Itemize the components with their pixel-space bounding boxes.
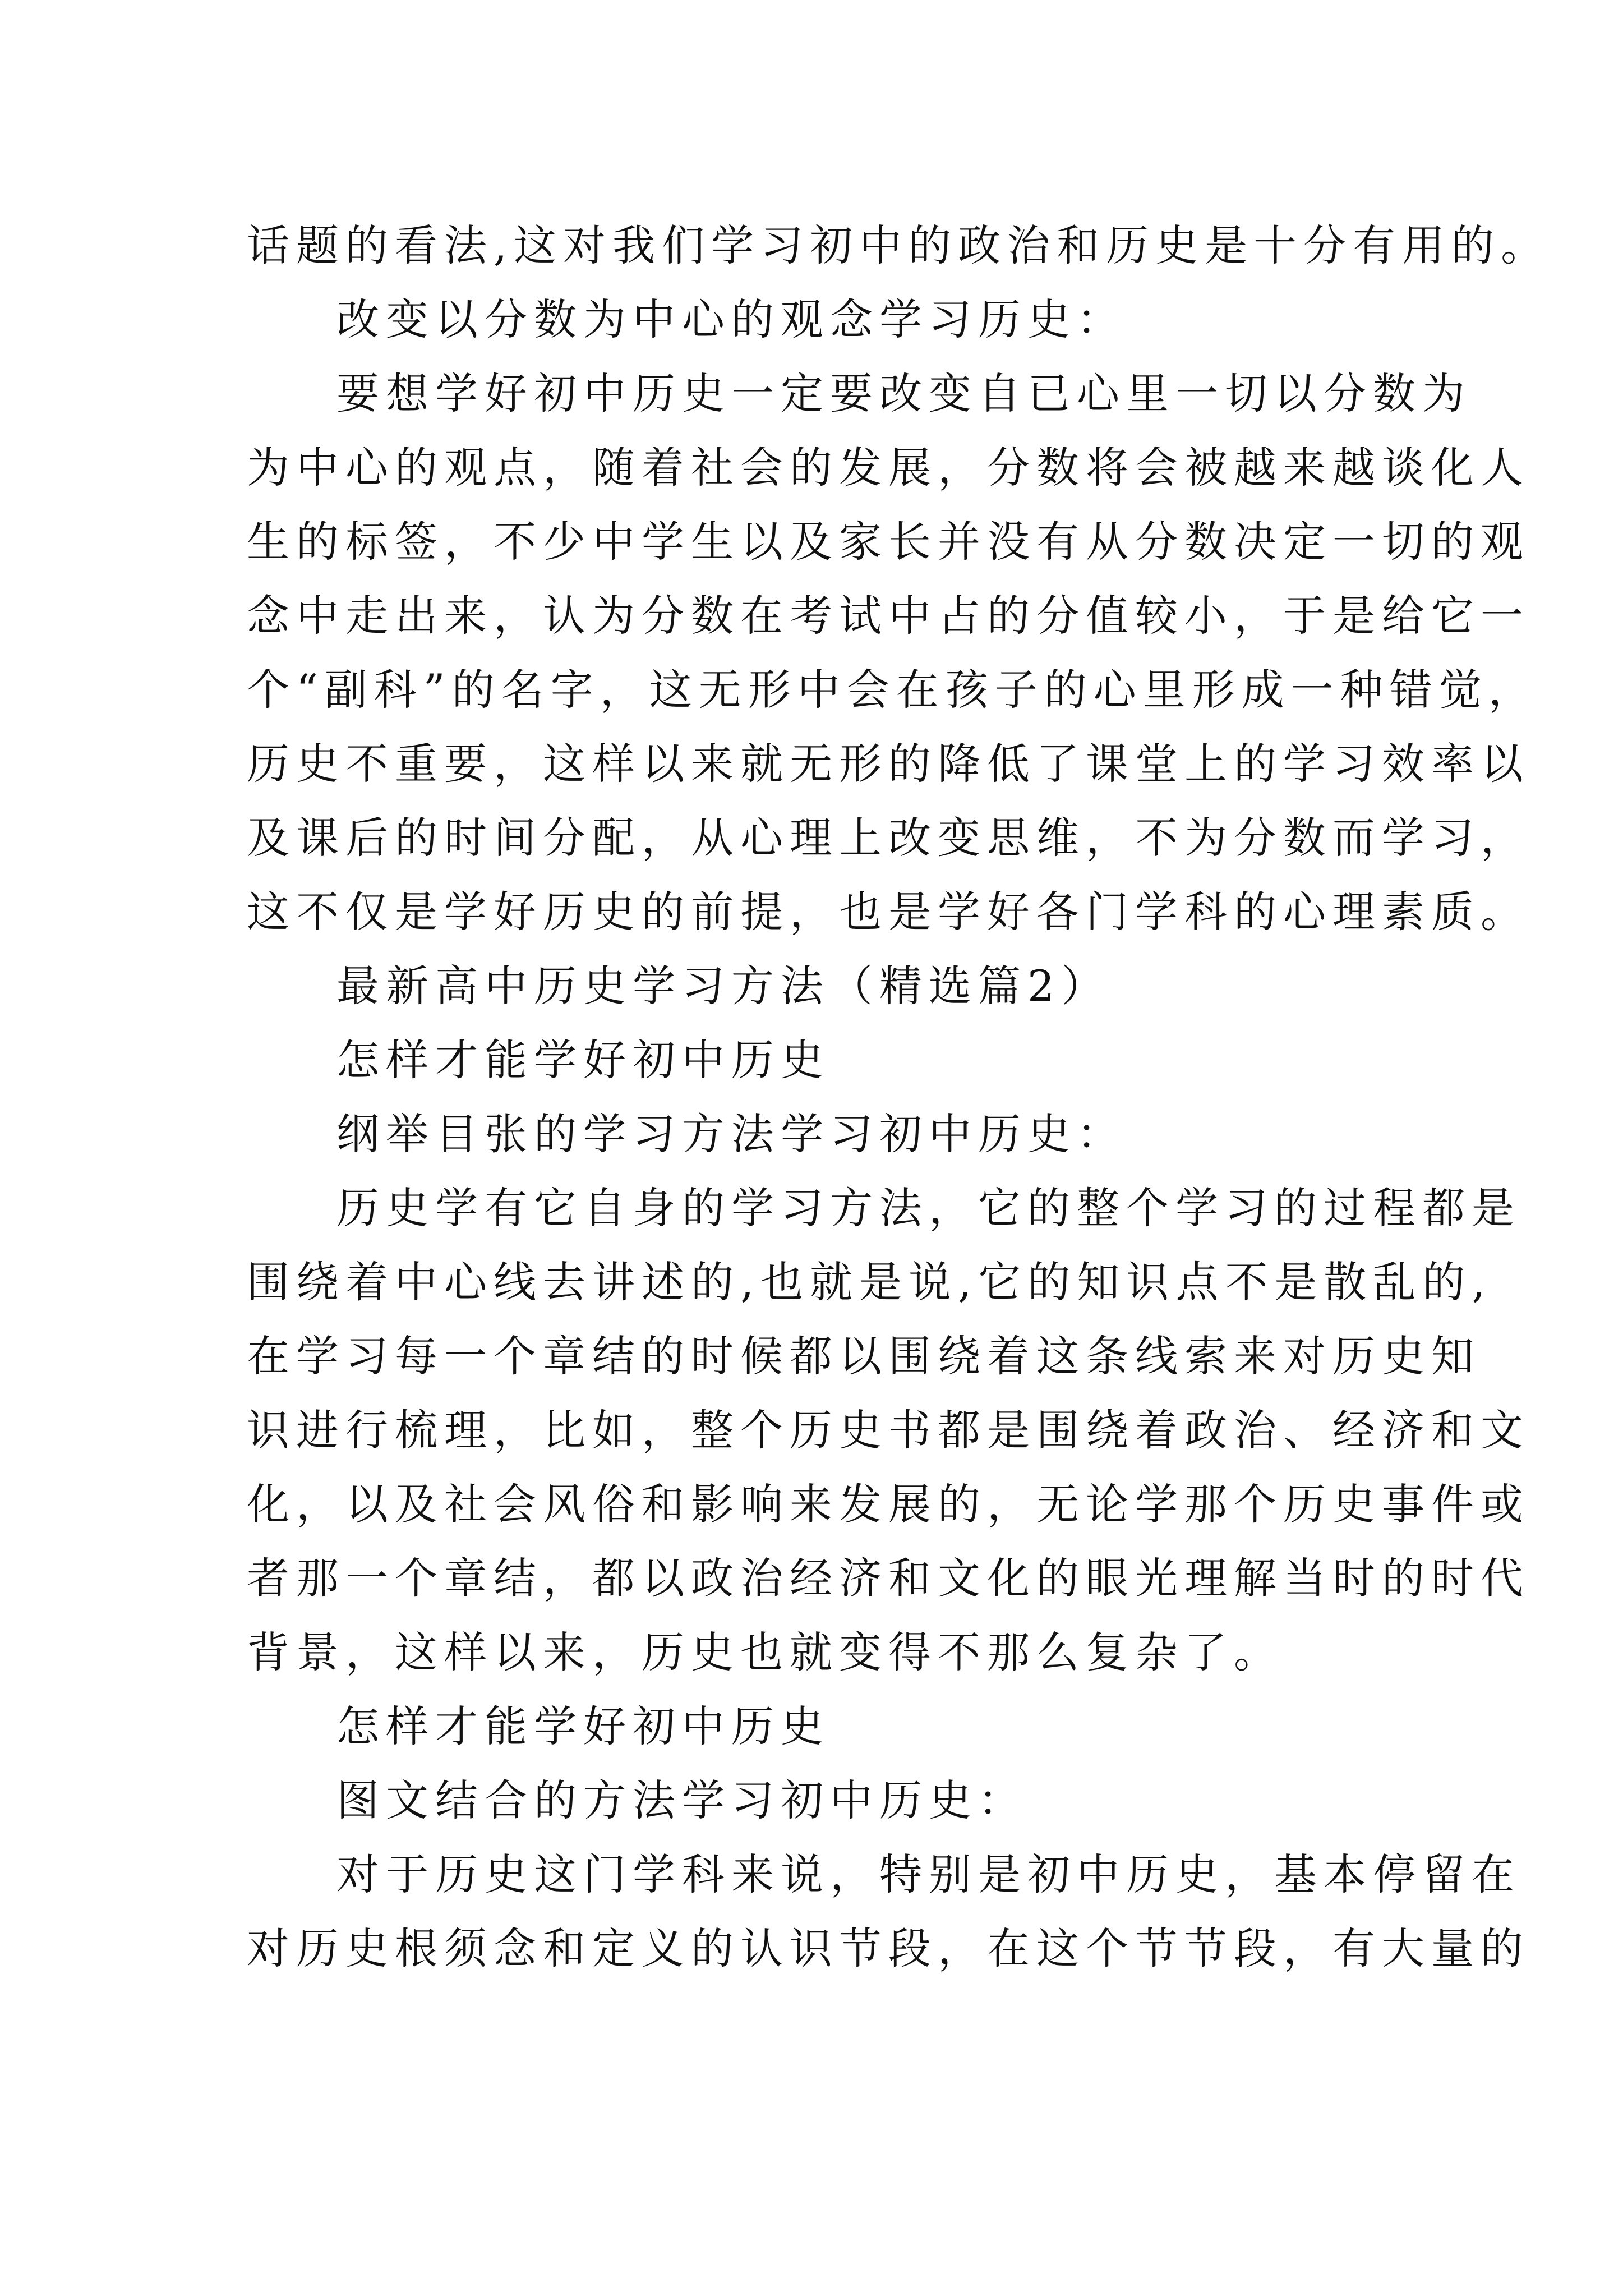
text-line: 对历史根须念和定义的认识节段，在这个节节段，有大量的 xyxy=(247,1924,1530,1973)
text-line: 个“副科”的名字，这无形中会在孩子的心里形成一种错觉， xyxy=(247,665,1538,715)
text-line: 对于历史这门学科来说，特别是初中历史，基本停留在 xyxy=(336,1849,1521,1899)
text-line: 历史不重要，这样以来就无形的降低了课堂上的学习效率以 xyxy=(247,739,1530,789)
text-line: 围绕着中心线去讲述的,也就是说,它的知识点不是散乱的, xyxy=(247,1257,1492,1307)
text-line: 念中走出来，认为分数在考试中占的分值较小，于是给它一 xyxy=(247,591,1530,641)
section-heading: 怎样才能学好初中历史 xyxy=(336,1701,830,1751)
text-line: 在学习每一个章结的时候都以围绕着这条线索来对历史知 xyxy=(247,1331,1481,1381)
text-line: 化，以及社会风俗和影响来发展的，无论学那个历史事件或 xyxy=(247,1479,1530,1529)
section-heading: 纲举目张的学习方法学习初中历史： xyxy=(336,1109,1126,1159)
text-line: 者那一个章结，都以政治经济和文化的眼光理解当时的时代 xyxy=(247,1553,1530,1603)
text-line: 历史学有它自身的学习方法，它的整个学习的过程都是 xyxy=(336,1183,1521,1233)
section-heading: 改变以分数为中心的观念学习历史： xyxy=(336,295,1126,344)
text-line: 识进行梳理，比如，整个历史书都是围绕着政治、经济和文 xyxy=(247,1405,1530,1455)
text-line: 背景，这样以来，历史也就变得不那么复杂了。 xyxy=(247,1627,1283,1677)
text-line: 为中心的观点，随着社会的发展，分数将会被越来越谈化人 xyxy=(247,443,1530,493)
section-heading: 图文结合的方法学习初中历史： xyxy=(336,1775,1027,1825)
text-line: 话题的看法,这对我们学习初中的政治和历史是十分有用的。 xyxy=(247,220,1551,270)
text-line: 及课后的时间分配，从心理上改变思维，不为分数而学习， xyxy=(247,813,1530,863)
text-line: 要想学好初中历史一定要改变自已心里一切以分数为 xyxy=(336,369,1472,418)
section-heading: 最新高中历史学习方法（精选篇2） xyxy=(336,961,1111,1011)
text-line: 这不仅是学好历史的前提，也是学好各门学科的心理素质。 xyxy=(247,887,1530,937)
text-line: 生的标签，不少中学生以及家长并没有从分数决定一切的观 xyxy=(247,517,1530,567)
section-heading: 怎样才能学好初中历史 xyxy=(336,1035,830,1085)
